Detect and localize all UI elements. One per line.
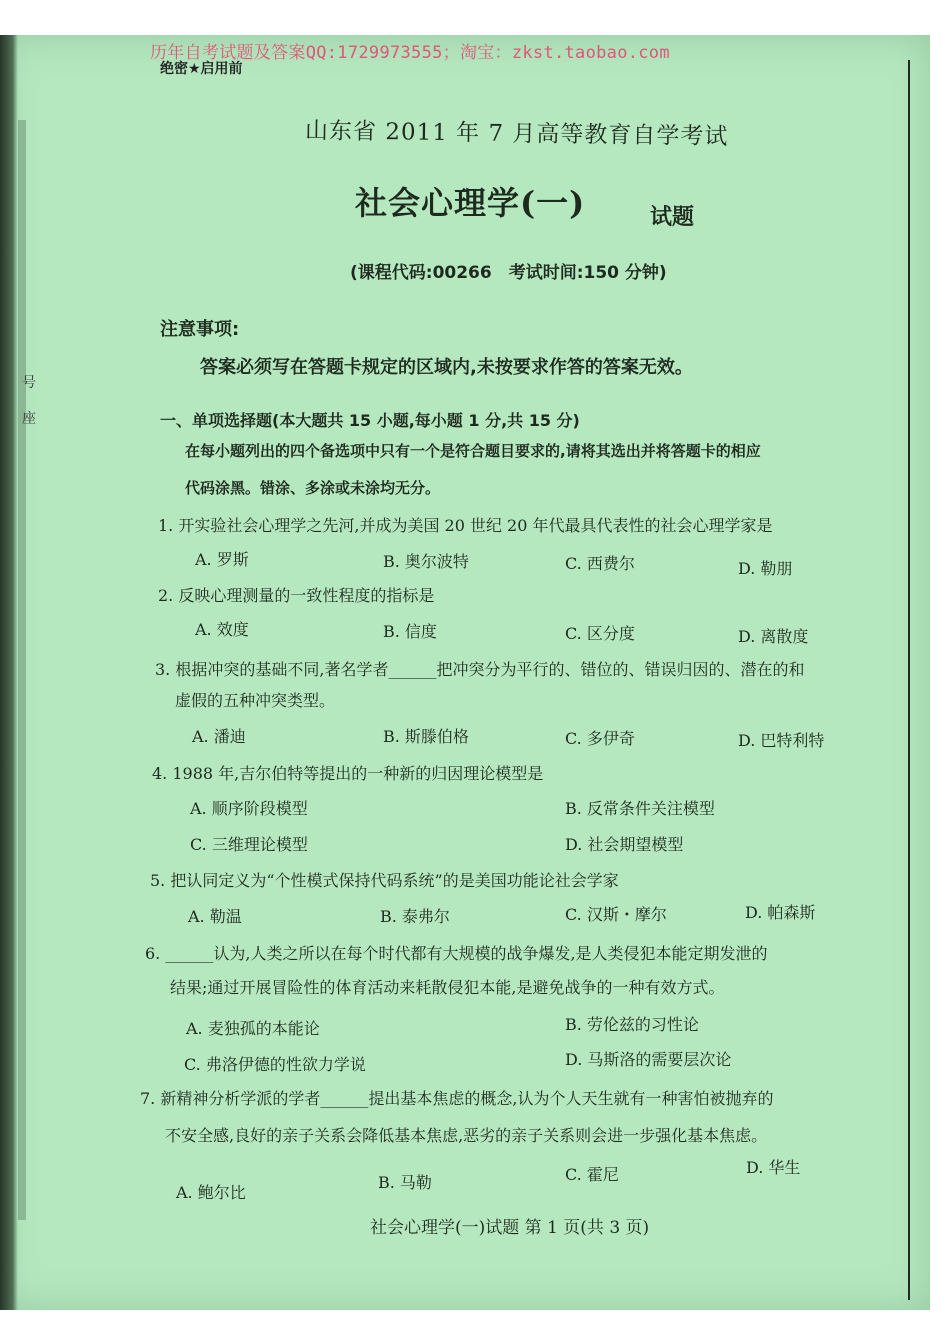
course-code-line: (课程代码:00266 考试时间:150 分钟) <box>350 263 667 283</box>
right-margin-rule <box>908 60 910 1300</box>
option: D. 社会期望模型 <box>565 835 684 854</box>
option: A. 勒温 <box>188 907 242 926</box>
option: B. 信度 <box>383 622 437 641</box>
option: C. 弗洛伊德的性欲力学说 <box>184 1055 366 1074</box>
option: A. 效度 <box>195 620 249 639</box>
exam-title: 山东省 2011 年 7 月高等教育自学考试 <box>304 118 729 150</box>
question-stem: 3. 根据冲突的基础不同,著名学者______把冲突分为平行的、错位的、错误归因的、潜在的和 <box>155 660 805 679</box>
option: C. 霍尼 <box>565 1165 619 1184</box>
paper-shadow-edge <box>0 35 18 1310</box>
section-heading: 一、单项选择题(本大题共 15 小题,每小题 1 分,共 15 分) <box>160 411 580 430</box>
side-mark-seat: 座 <box>22 411 36 427</box>
subject-title: 社会心理学(一) <box>355 184 586 222</box>
question-stem: 4. 1988 年,吉尔伯特等提出的一种新的归因理论模型是 <box>152 764 544 783</box>
notice-body: 答案必须写在答题卡规定的区域内,未按要求作答的答案无效。 <box>200 357 693 378</box>
question-stem: 结果;通过开展冒险性的体育活动来耗散侵犯本能,是避免战争的一种有效方式。 <box>170 978 725 997</box>
option: C. 汉斯・摩尔 <box>565 905 667 924</box>
option: D. 勒朋 <box>738 559 793 578</box>
question-stem: 5. 把认同定义为“个性模式保持代码系统”的是美国功能论社会学家 <box>150 871 619 890</box>
option: C. 多伊奇 <box>565 729 635 748</box>
option: D. 巴特利特 <box>738 731 825 750</box>
option: C. 区分度 <box>565 624 635 643</box>
confidential-stamp: 绝密★启用前 <box>160 61 243 77</box>
option: B. 斯滕伯格 <box>383 727 469 746</box>
option: B. 劳伦兹的习性论 <box>565 1015 699 1034</box>
subject-suffix: 试题 <box>650 204 695 230</box>
question-stem: 7. 新精神分析学派的学者______提出基本焦虑的概念,认为个人天生就有一种害怕被抛弃的 <box>140 1089 774 1108</box>
option: A. 麦独孤的本能论 <box>186 1019 320 1038</box>
section-instruction: 代码涂黑。错涂、多涂或未涂均无分。 <box>185 479 441 497</box>
option: A. 罗斯 <box>195 550 249 569</box>
option: A. 潘迪 <box>192 727 246 746</box>
question-stem: 虚假的五种冲突类型。 <box>175 691 336 710</box>
option: D. 华生 <box>746 1158 801 1177</box>
option: C. 三维理论模型 <box>190 835 308 854</box>
option: B. 奥尔波特 <box>383 552 469 571</box>
option: A. 顺序阶段模型 <box>190 799 308 818</box>
paper-curl <box>18 120 26 1220</box>
question-stem: 不安全感,良好的亲子关系会降低基本焦虑,恶劣的亲子关系则会进一步强化基本焦虑。 <box>165 1126 768 1145</box>
option: A. 鲍尔比 <box>176 1183 246 1202</box>
option: D. 离散度 <box>738 627 809 646</box>
option: D. 马斯洛的需要层次论 <box>565 1050 732 1069</box>
section-instruction: 在每小题列出的四个备选项中只有一个是符合题目要求的,请将其选出并将答题卡的相应 <box>185 442 761 460</box>
question-stem: 1. 开实验社会心理学之先河,并成为美国 20 世纪 20 年代最具代表性的社会心理学家是 <box>158 516 773 535</box>
option: C. 西费尔 <box>565 554 635 573</box>
option: B. 泰弗尔 <box>380 907 450 926</box>
watermark-banner: 历年自考试题及答案QQ:1729973555；淘宝：zkst.taobao.com <box>150 43 670 63</box>
option: B. 马勒 <box>378 1173 432 1192</box>
notice-heading: 注意事项: <box>160 319 240 340</box>
question-stem: 2. 反映心理测量的一致性程度的指标是 <box>158 586 435 605</box>
question-stem: 6. ______认为,人类之所以在每个时代都有大规模的战争爆发,是人类侵犯本能定期发泄的 <box>145 944 768 963</box>
option: D. 帕森斯 <box>745 903 816 922</box>
side-mark-number: 号 <box>22 375 36 391</box>
option: B. 反常条件关注模型 <box>565 799 715 818</box>
page-footer: 社会心理学(一)试题 第 1 页(共 3 页) <box>370 1218 650 1238</box>
